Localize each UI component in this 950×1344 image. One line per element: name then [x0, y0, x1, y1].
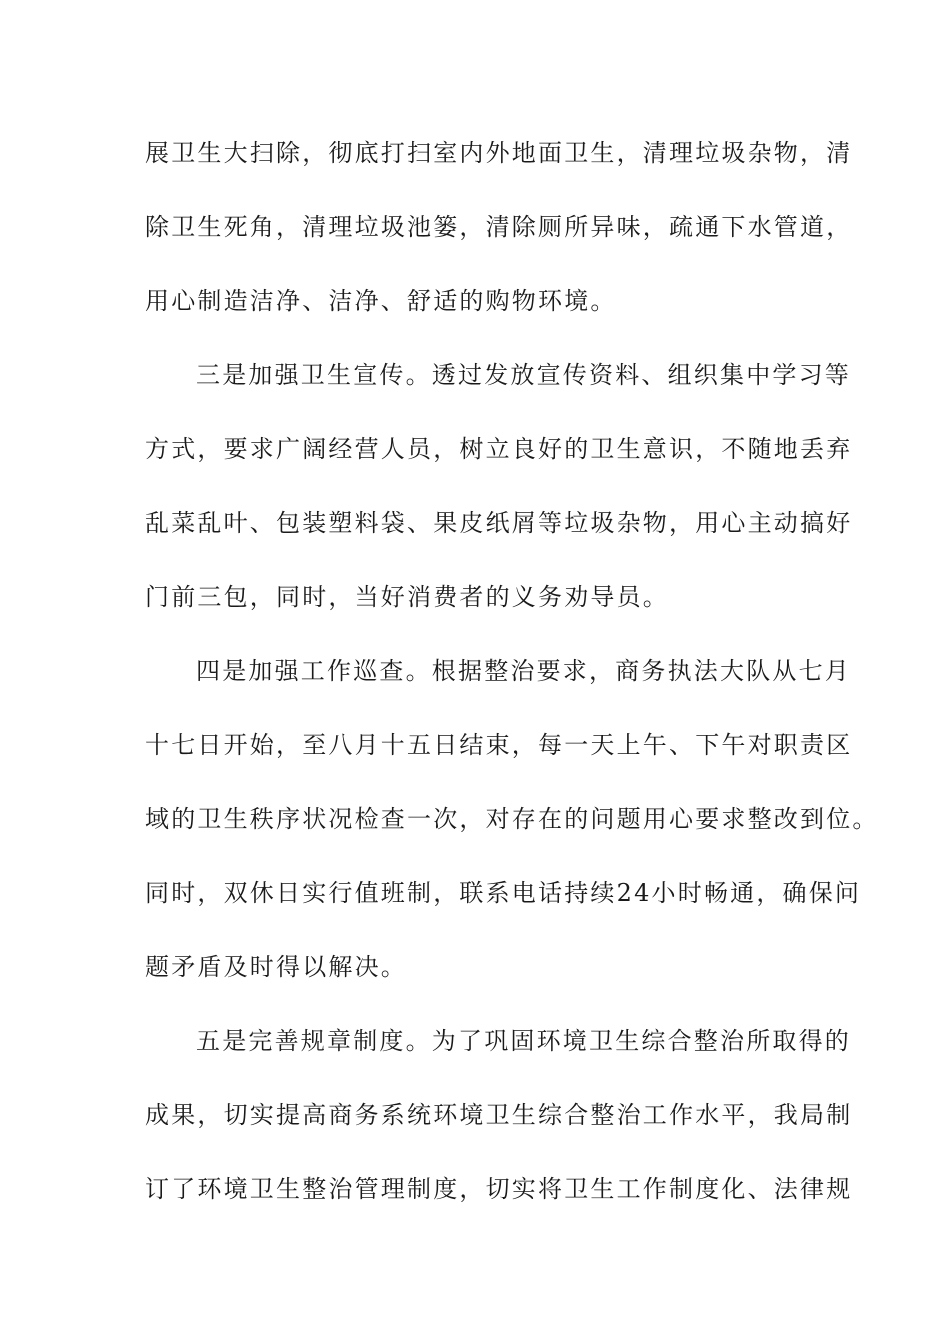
paragraph-start-line: 三是加强卫生宣传。透过发放宣传资料、组织集中学习等: [196, 361, 851, 389]
text-line: 门前三包，同时，当好消费者的义务劝导员。: [145, 583, 669, 611]
text-line: 域的卫生秩序状况检查一次，对存在的问题用心要求整改到位。: [145, 805, 879, 833]
text-line: 方式，要求广阔经营人员，树立良好的卫生意识，不随地丢弃: [145, 435, 853, 463]
text-line: 用心制造洁净、洁净、舒适的购物环境。: [145, 287, 617, 315]
text-line: 展卫生大扫除，彻底打扫室内外地面卫生，清理垃圾杂物，清: [145, 139, 853, 167]
text-line: 成果，切实提高商务系统环境卫生综合整治工作水平，我局制: [145, 1101, 853, 1129]
text-line: 十七日开始，至八月十五日结束，每一天上午、下午对职责区: [145, 731, 853, 759]
text-line: 订了环境卫生整治管理制度，切实将卫生工作制度化、法律规: [145, 1175, 853, 1203]
text-line: 同时，双休日实行值班制，联系电话持续24小时畅通，确保问: [145, 879, 862, 907]
paragraph-start-line: 五是完善规章制度。为了巩固环境卫生综合整治所取得的: [196, 1027, 851, 1055]
text-line: 乱菜乱叶、包装塑料袋、果皮纸屑等垃圾杂物，用心主动搞好: [145, 509, 853, 537]
text-line: 题矛盾及时得以解决。: [145, 953, 407, 981]
paragraph-start-line: 四是加强工作巡查。根据整治要求，商务执法大队从七月: [196, 657, 851, 685]
text-line: 除卫生死角，清理垃圾池篓，清除厕所异味，疏通下水管道，: [145, 213, 853, 241]
